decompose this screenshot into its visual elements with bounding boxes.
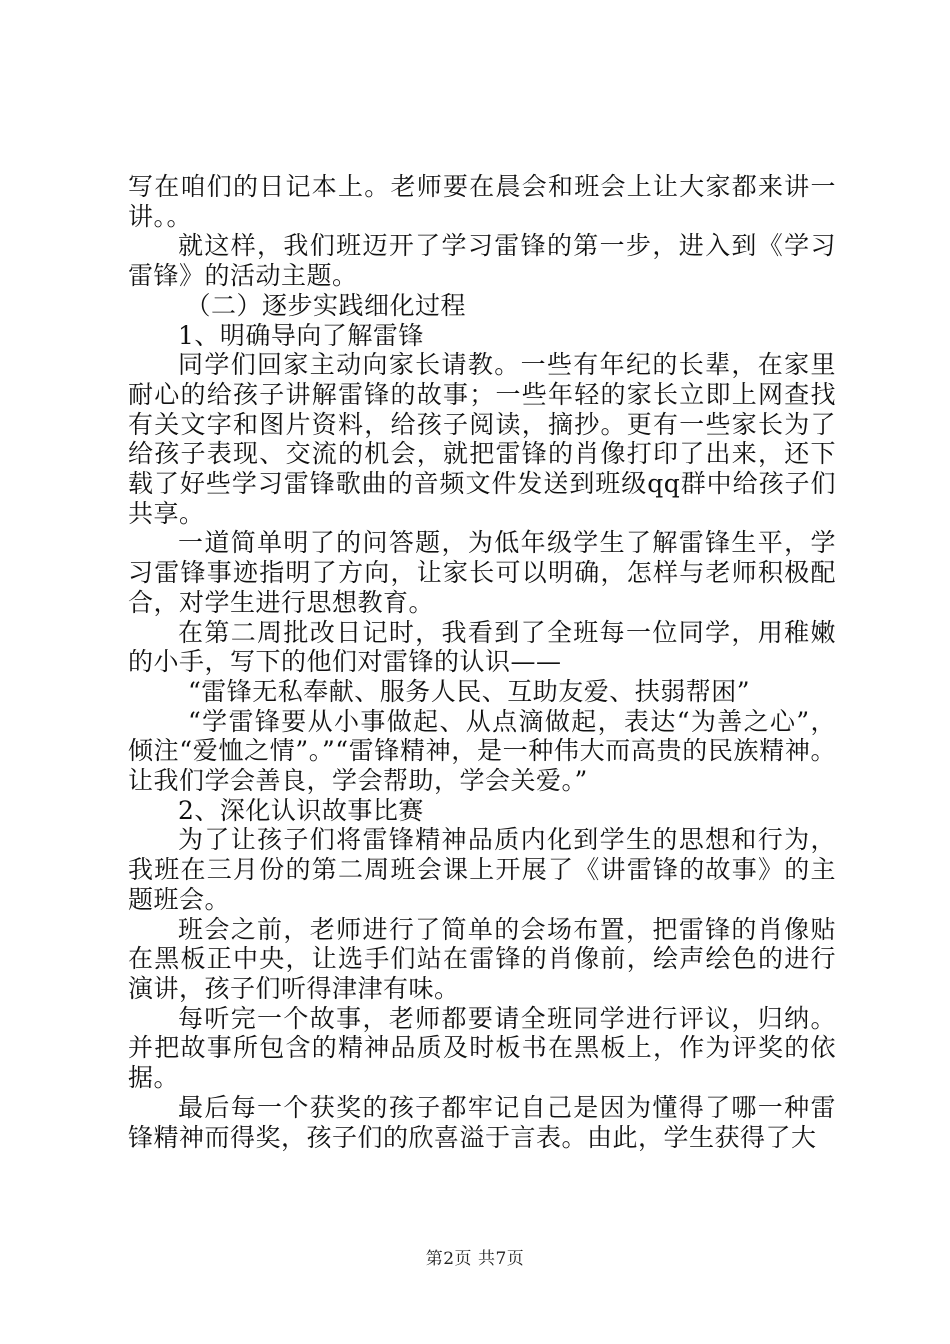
- paragraph-evaluation: 每听完一个故事，老师都要请全班同学进行评议，归纳。并把故事所包含的精神品质及时板书在黑板上，作为评奖的依据。: [128, 1003, 836, 1093]
- quote-learn-leifeng: “学雷锋要从小事做起、从点滴做起，表达“为善之心”，倾注“爱恤之情”。”“雷锋精神，是一种伟大而高贵的民族精神。让我们学会善良，学会帮助，学会关爱。”: [128, 706, 836, 796]
- section-heading-step-two: （二）逐步实践细化过程: [185, 290, 467, 320]
- paragraph-theme-meeting: 为了让孩子们将雷锋精神品质内化到学生的思想和行为，我班在三月份的第二周班会课上开展了《讲雷锋的故事》的主题班会。: [128, 825, 836, 914]
- quote-leifeng-qualities: “雷锋无私奉献、服务人民、互助友爱、扶弱帮困”: [188, 676, 751, 706]
- page-number-footer: 第2页 共7页: [425, 1249, 525, 1269]
- paragraph-continuation: 写在咱们的日记本上。老师要在晨会和班会上让大家都来讲一讲。。: [128, 172, 836, 231]
- subheading-understand-leifeng: 1、明确导向了解雷锋: [178, 320, 424, 350]
- paragraph-intro-theme: 就这样，我们班迈开了学习雷锋的第一步，进入到《学习雷锋》的活动主题。: [128, 231, 836, 291]
- paragraph-awards: 最后每一个获奖的孩子都牢记自己是因为懂得了哪一种雷锋精神而得奖，孩子们的欣喜溢于言表。由此，学生获得了大: [128, 1092, 836, 1152]
- paragraph-question: 一道简单明了的问答题，为低年级学生了解雷锋生平，学习雷锋事迹指明了方向，让家长可以明确，怎样与老师积极配合，对学生进行思想教育。: [128, 528, 836, 617]
- paragraph-parents-help: 同学们回家主动向家长请教。一些有年纪的长辈，在家里耐心的给孩子讲解雷锋的故事；一些年轻的家长立即上网查找有关文字和图片资料，给孩子阅读，摘抄。更有一些家长为了给孩子表现、交流的机会，就把雷锋的肖像打印了出来，还下载了好些学习雷锋歌曲的音频文件发送到班级qq群中给孩子们共享。: [128, 350, 836, 528]
- paragraph-meeting-setup: 班会之前，老师进行了简单的会场布置，把雷锋的肖像贴在黑板正中央，让选手们站在雷锋的肖像前，绘声绘色的进行演讲，孩子们听得津津有味。: [128, 914, 836, 1003]
- document-body: [128, 172, 836, 1152]
- paragraph-diary-review: 在第二周批改日记时，我看到了全班每一位同学，用稚嫩的小手，写下的他们对雷锋的认识——: [128, 617, 836, 677]
- subheading-story-contest: 2、深化认识故事比赛: [178, 795, 424, 825]
